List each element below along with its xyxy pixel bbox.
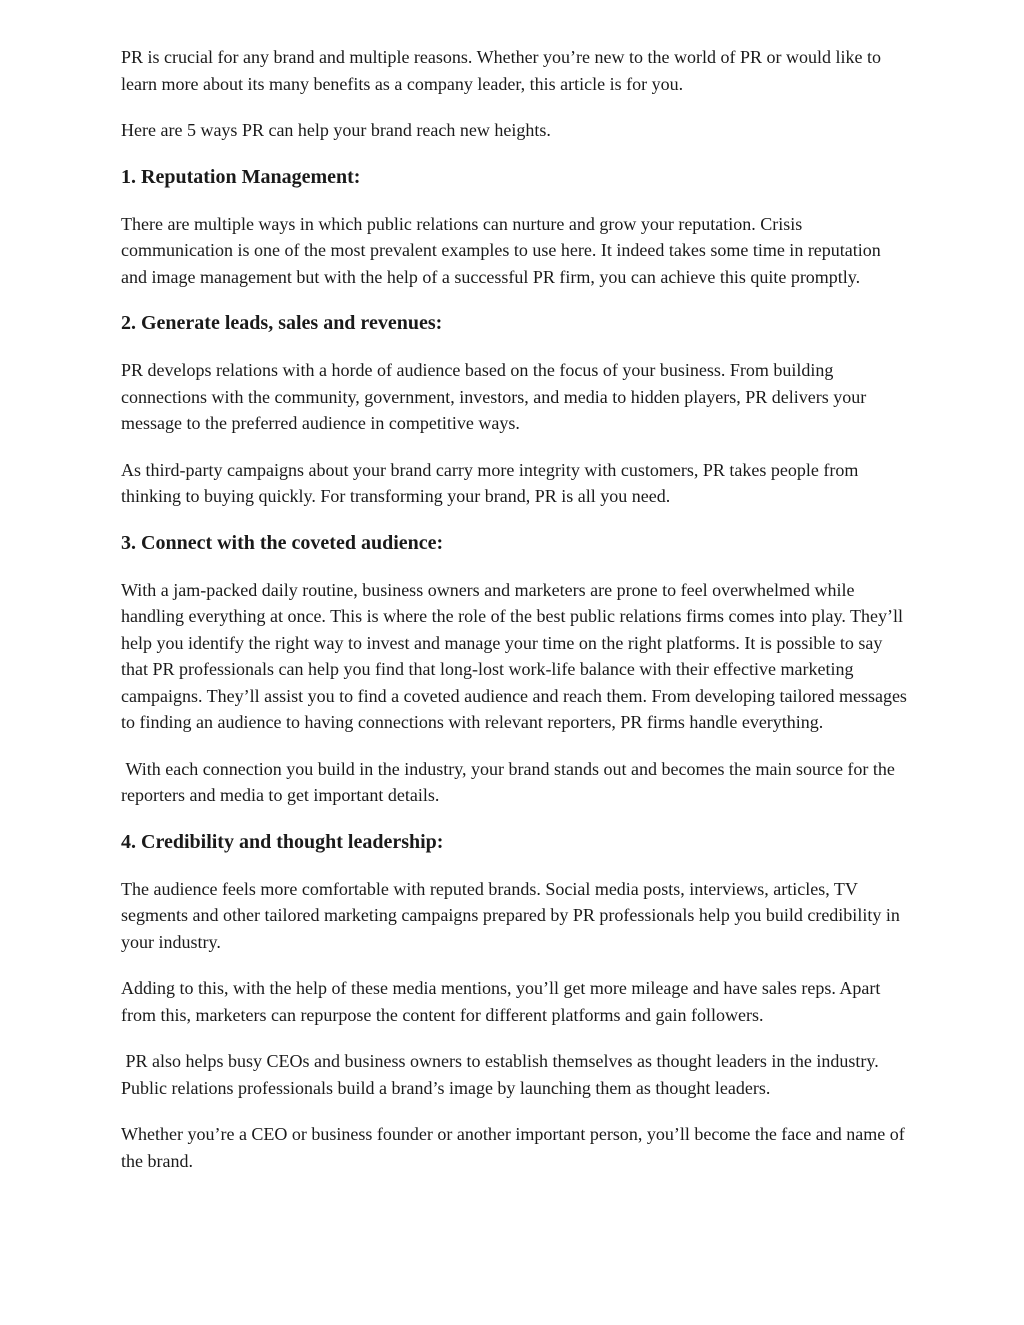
intro-summary: Here are 5 ways PR can help your brand reach new heights. — [121, 120, 551, 140]
section-heading-audience: 3. Connect with the coveted audience: — [121, 531, 444, 554]
section-heading-reputation: 1. Reputation Management: — [121, 165, 361, 188]
article-body — [121, 44, 911, 1194]
section-paragraph: Adding to this, with the help of these media mentions, you’ll get more mileage and have sales reps. Apart from this, marketers can repurpose the content for different platforms and gain followers. — [121, 978, 881, 1025]
section-paragraph: The audience feels more comfortable with reputed brands. Social media posts, interviews, articles, TV segments and other tailored marketing campaigns prepared by PR professionals help you build credibility in your industry. — [121, 878, 900, 952]
section-paragraph: There are multiple ways in which public relations can nurture and grow your reputation. Crisis communication is one of the most prevalent examples to use here. It indeed takes some time in reputation and image management but with the help of a successful PR firm, you can achieve this quite promptly. — [121, 213, 881, 287]
section-paragraph: PR develops relations with a horde of audience based on the focus of your business. From building connections with the community, government, investors, and media to hidden players, PR delivers your message to the preferred audience in competitive ways. — [121, 360, 867, 433]
section-paragraph: With a jam-packed daily routine, business owners and marketers are prone to feel overwhelmed while handling everything at once. This is where the role of the best public relations firms comes into play. They’ll help you identify the right way to invest and manage your time on the right platforms. It is possible to say that PR professionals can help you find that long-lost work-life balance with their effective marketing campaigns. They’ll assist you to find a coveted audience and reach them. From developing tailored messages to finding an audience to having connections with relevant reporters, PR firms handle everything. — [121, 579, 907, 732]
section-heading-credibility: 4. Credibility and thought leadership: — [121, 830, 444, 853]
intro-paragraph: PR is crucial for any brand and multiple reasons. Whether you’re new to the world of PR or would like to learn more about its many benefits as a company leader, this article is for you. — [121, 47, 881, 94]
section-paragraph: As third-party campaigns about your brand carry more integrity with customers, PR takes people from thinking to buying quickly. For transforming your brand, PR is all you need. — [121, 459, 859, 506]
section-heading-leads: 2. Generate leads, sales and revenues: — [121, 312, 443, 334]
section-paragraph: PR also helps busy CEOs and business owners to establish themselves as thought leaders in the industry. Public relations professionals build a brand’s image by launching them as thought leaders. — [121, 1051, 884, 1098]
section-paragraph: With each connection you build in the industry, your brand stands out and becomes the main source for the reporters and media to get important details. — [121, 758, 900, 805]
section-paragraph: Whether you’re a CEO or business founder or another important person, you’ll become the face and name of the brand. — [121, 1124, 905, 1171]
